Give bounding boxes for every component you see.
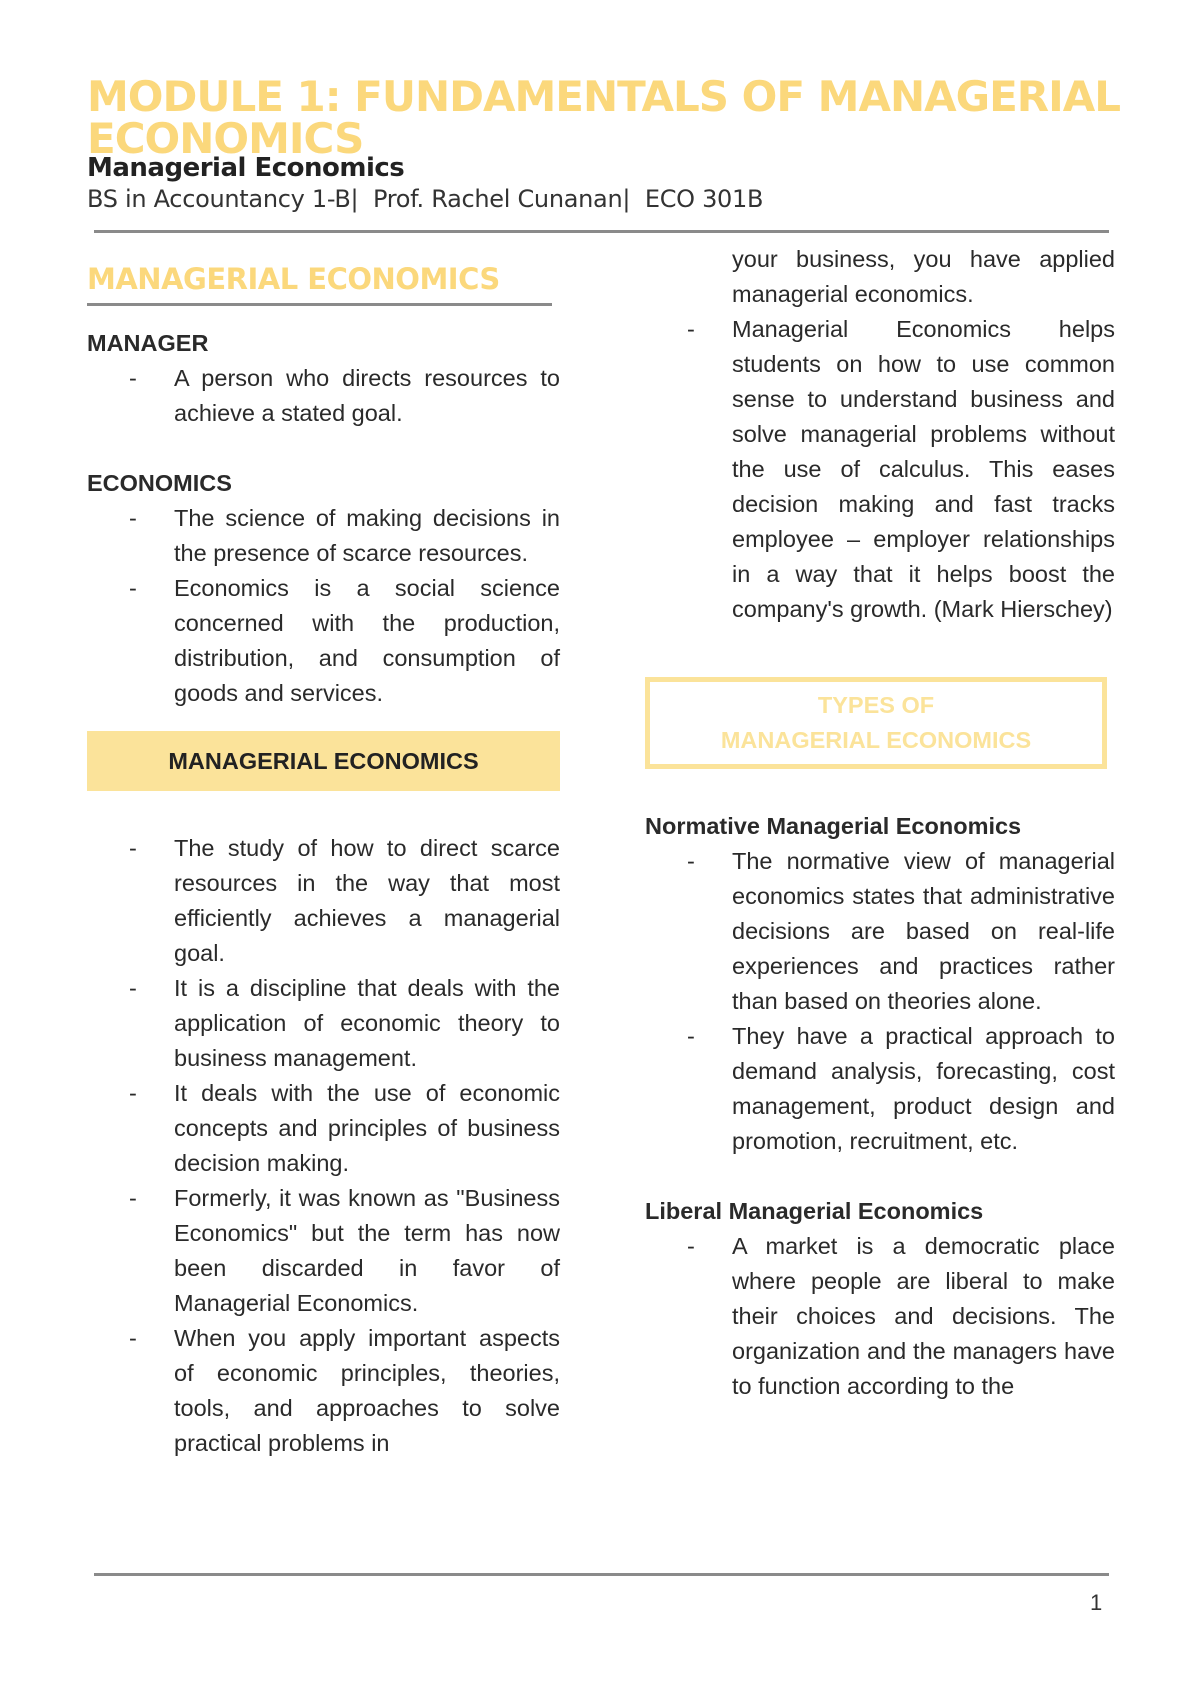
liberal-list bbox=[645, 1229, 1115, 1404]
separator: | bbox=[350, 185, 359, 213]
manager-definition-list bbox=[87, 361, 560, 431]
subject-title: Managerial Economics bbox=[87, 153, 405, 183]
list-item-text: When you apply important aspects of economic principles, theories, tools, and approaches to solve practical problems in bbox=[174, 1325, 560, 1456]
list-item bbox=[87, 971, 560, 1076]
dash-bullet: - bbox=[687, 1023, 695, 1049]
list-item bbox=[87, 501, 560, 571]
managerial-economics-band: MANAGERIAL ECONOMICS bbox=[87, 731, 560, 791]
term-liberal: Liberal Managerial Economics bbox=[645, 1198, 984, 1224]
managerial-economics-list bbox=[87, 831, 560, 1461]
professor-name: Prof. Rachel Cunanan bbox=[372, 185, 623, 213]
course-info-line bbox=[87, 185, 763, 213]
list-item-text: Formerly, it was known as "Business Economics" but the term has now been discarded in favor of Managerial Economics. bbox=[174, 1185, 560, 1316]
list-item bbox=[87, 1321, 560, 1461]
dash-bullet: - bbox=[129, 365, 137, 391]
right-column bbox=[645, 242, 1115, 1404]
term-normative: Normative Managerial Economics bbox=[645, 813, 1022, 839]
left-column bbox=[87, 262, 560, 1461]
term-manager: MANAGER bbox=[87, 330, 209, 356]
list-item-text: The normative view of managerial economics states that administrative decisions are based on real-life experiences and practices rather than based on theories alone. bbox=[732, 848, 1115, 1014]
list-item-text: They have a practical approach to demand analysis, forecasting, cost management, product design and promotion, recruitment, etc. bbox=[732, 1023, 1115, 1154]
list-item-text: Managerial Economics helps students on how to use common sense to understand business and solve managerial problems without the use of calculus. This eases decision making and fast tracks employee – employer relationships in a way that it helps boost the company's growth. (Mark Hierschey) bbox=[732, 316, 1115, 622]
dash-bullet: - bbox=[129, 575, 137, 601]
list-item-continued bbox=[645, 242, 1115, 312]
list-item bbox=[645, 844, 1115, 1019]
list-item bbox=[87, 571, 560, 711]
section-heading: MANAGERIAL ECONOMICS bbox=[87, 262, 552, 306]
list-item bbox=[645, 312, 1115, 627]
types-heading-box bbox=[645, 677, 1107, 769]
list-item-text: The science of making decisions in the presence of scarce resources. bbox=[174, 505, 560, 566]
module-title: MODULE 1: FUNDAMENTALS OF MANAGERIAL ECONOMICS bbox=[87, 72, 1121, 163]
list-item-text: A market is a democratic place where people are liberal to make their choices and decisions. The organization and the managers have to function according to the bbox=[732, 1233, 1115, 1399]
normative-list bbox=[645, 844, 1115, 1159]
continued-list bbox=[645, 242, 1115, 627]
list-item bbox=[87, 361, 560, 431]
list-item-text: The study of how to direct scarce resources in the way that most efficiently achieves a managerial goal. bbox=[174, 835, 560, 966]
list-item-text: Economics is a social science concerned with the production, distribution, and consumption of goods and services. bbox=[174, 575, 560, 706]
dash-bullet: - bbox=[129, 1185, 137, 1211]
list-item-text: It is a discipline that deals with the application of economic theory to business management. bbox=[174, 975, 560, 1071]
dash-bullet: - bbox=[129, 1080, 137, 1106]
list-item bbox=[645, 1229, 1115, 1404]
dash-bullet: - bbox=[129, 835, 137, 861]
list-item bbox=[87, 1181, 560, 1321]
list-item-text: your business, you have applied managerial economics. bbox=[732, 246, 1115, 307]
economics-definition-list bbox=[87, 501, 560, 711]
list-item bbox=[87, 1076, 560, 1181]
term-economics: ECONOMICS bbox=[87, 470, 232, 496]
course-code: ECO 301B bbox=[644, 185, 764, 213]
box-heading-line-2: MANAGERIAL ECONOMICS bbox=[720, 727, 1032, 753]
box-heading-line-1: TYPES OF bbox=[817, 692, 935, 718]
page-number: 1 bbox=[1090, 1590, 1103, 1615]
separator: | bbox=[622, 185, 631, 213]
list-item bbox=[645, 1019, 1115, 1159]
dash-bullet: - bbox=[687, 1233, 695, 1259]
dash-bullet: - bbox=[129, 505, 137, 531]
course-name: BS in Accountancy 1-B bbox=[87, 185, 351, 213]
dash-bullet: - bbox=[129, 1325, 137, 1351]
footer-divider bbox=[94, 1573, 1109, 1576]
dash-bullet: - bbox=[687, 848, 695, 874]
dash-bullet: - bbox=[129, 975, 137, 1001]
dash-bullet: - bbox=[687, 316, 695, 342]
list-item bbox=[87, 831, 560, 971]
header-divider bbox=[94, 230, 1109, 233]
list-item-text: A person who directs resources to achieve a stated goal. bbox=[174, 365, 560, 426]
list-item-text: It deals with the use of economic concepts and principles of business decision making. bbox=[174, 1080, 560, 1176]
